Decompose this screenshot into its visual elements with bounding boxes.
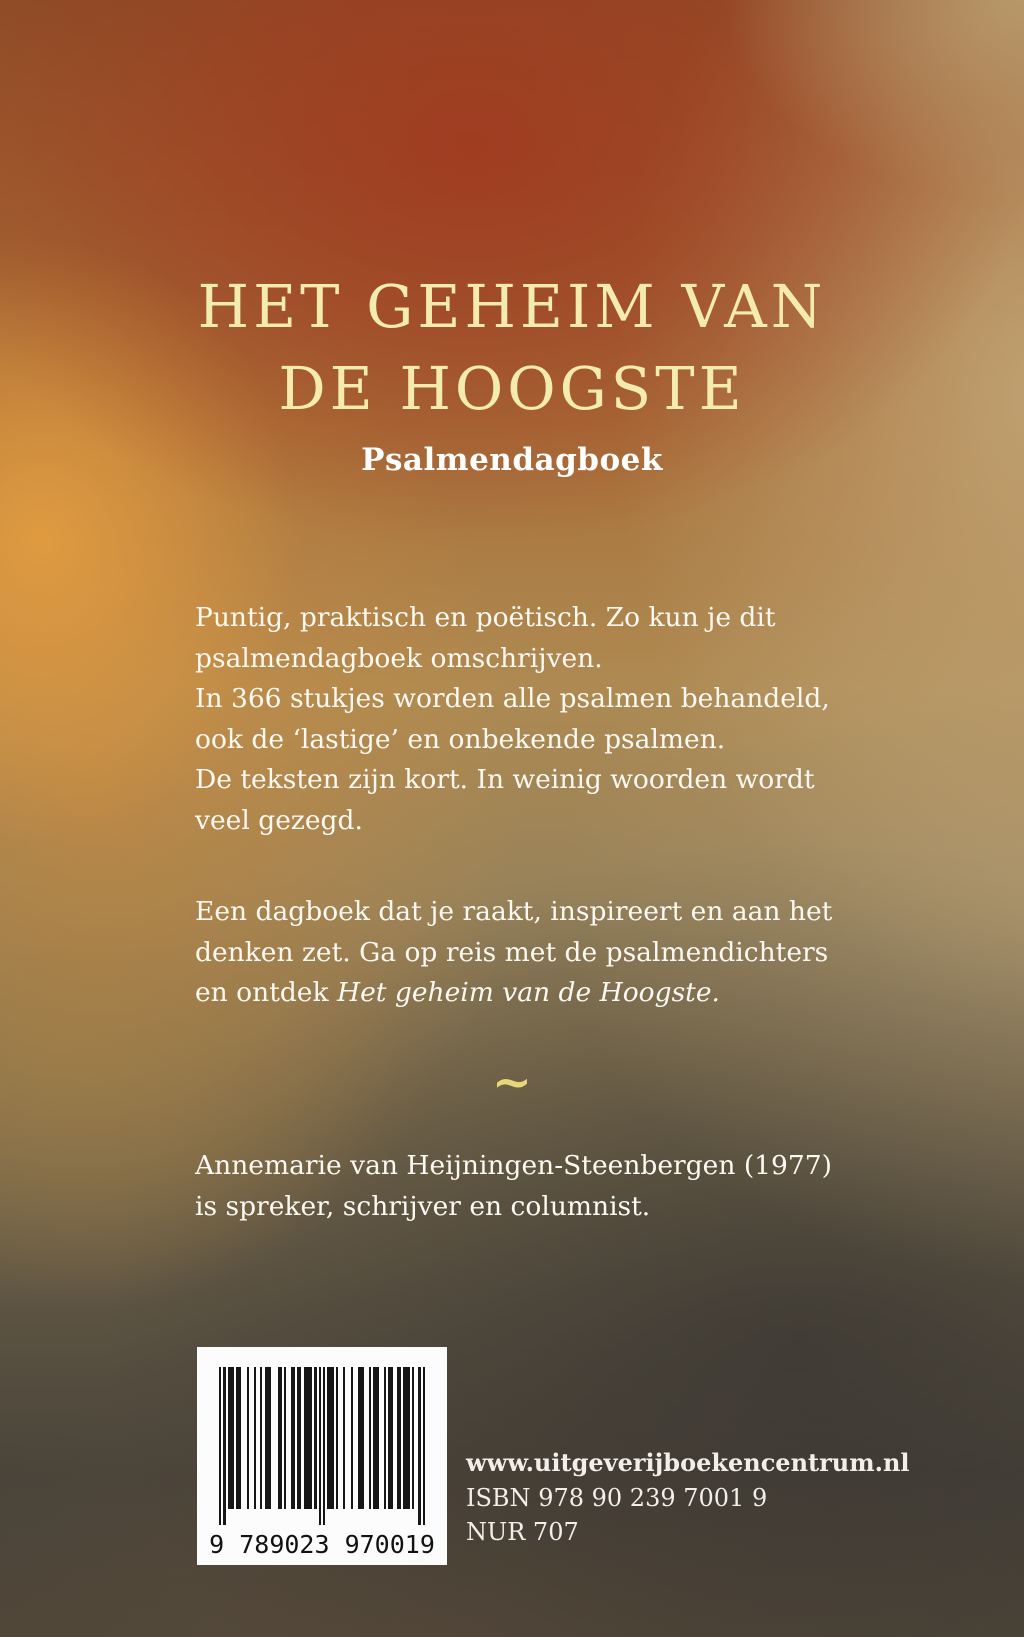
tilde-divider-icon: ~ (491, 1054, 533, 1110)
blurb-line: psalmendagboek omschrijven. (195, 642, 603, 674)
title-block (0, 266, 1024, 478)
blurb-text (195, 598, 895, 1014)
book-title-line-2: DE HOOGSTE (278, 354, 746, 423)
blurb-line: In 366 stukjes worden alle psalmen behandeld, (195, 683, 830, 714)
book-subtitle: Psalmendagboek (361, 442, 663, 478)
blurb-line: Een dagboek dat je raakt, inspireert en aan het (195, 896, 833, 927)
blurb-paragraph-2 (195, 892, 895, 1014)
book-title (0, 266, 1024, 430)
blurb-line: ook de ‘lastige’ en onbekende psalmen. (195, 723, 726, 755)
blurb-line-plain: en ontdek (195, 977, 337, 1008)
book-title-reference: Het geheim van de Hoogste. (336, 977, 720, 1008)
blurb-line: De teksten zijn kort. In weinig woorden wordt (195, 764, 815, 795)
author-line-2: is spreker, schrijver en columnist. (195, 1190, 651, 1222)
blurb-paragraph-1 (195, 598, 895, 841)
blurb-line: denken zet. Ga op reis met de psalmendichters (195, 936, 829, 968)
publisher-info (466, 1446, 910, 1550)
book-title-line-1: HET GEHEIM VAN (197, 272, 827, 341)
nur-code: NUR 707 (466, 1518, 579, 1546)
isbn-number: ISBN 978 90 239 7001 9 (466, 1483, 768, 1512)
blurb-line (195, 973, 895, 1014)
publisher-website: www.uitgeverijboekencentrum.nl (466, 1448, 910, 1477)
barcode (197, 1347, 447, 1565)
barcode-bars (219, 1367, 425, 1527)
blurb-line: veel gezegd. (195, 804, 363, 836)
author-bio (195, 1146, 832, 1227)
author-line-1: Annemarie van Heijningen-Steenbergen (1977) (195, 1150, 832, 1181)
barcode-digits: 9 789023 970019 (209, 1530, 435, 1559)
blurb-line: Puntig, praktisch en poëtisch. Zo kun je dit (195, 602, 776, 633)
